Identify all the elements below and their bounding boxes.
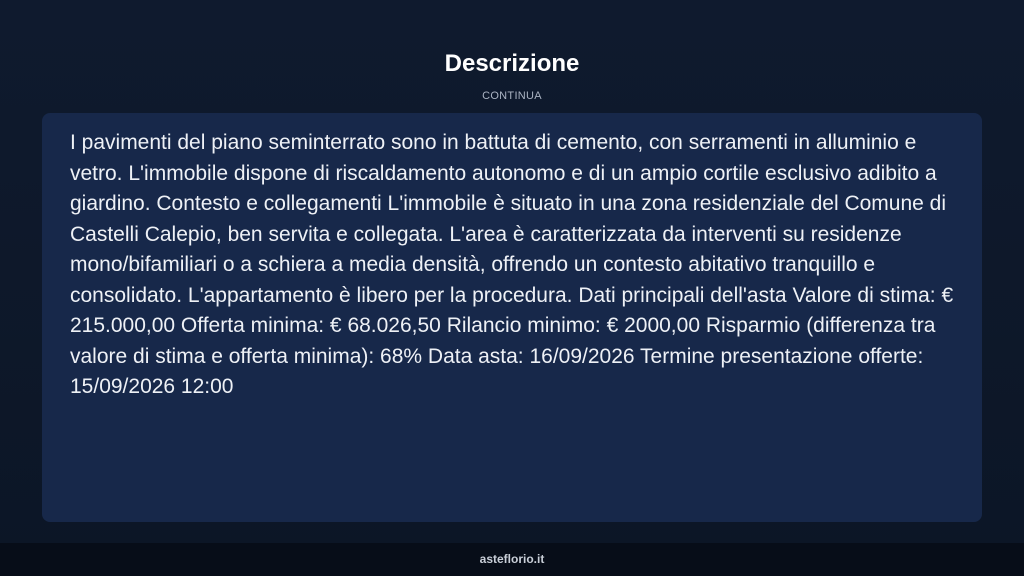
site-name: asteflorio.it [479,552,545,566]
footer-bar [0,543,1024,576]
page-title: Descrizione [444,50,580,77]
description-text: I pavimenti del piano seminterrato sono in battuta di cemento, con serramenti in alluminio e vetro. L'immobile dispone di riscaldamento autonomo e di un ampio cortile esclusivo adibito a giardino. Contesto e collegamenti L'immobile è situato in una zona residenziale del Comune di Castelli Calepio, ben servita e collegata. L'area è caratterizzata da interventi su residenze mono/bifamiliari o a schiera a media densità, offrendo un contesto abitativo tranquillo e consolidato. L'appartamento è libero per la procedura. Dati principali dell'asta Valore di stima: € 215.000,00 Offerta minima: € 68.026,50 Rilancio minimo: € 2000,00 Risparmio (differenza tra valore di stima e offerta minima): 68% Data asta: 16/09/2026 Termine presentazione offerte: 15/09/2026 12:00 [70,131,954,398]
description-card [42,113,982,522]
continua-label: CONTINUA [482,90,542,102]
